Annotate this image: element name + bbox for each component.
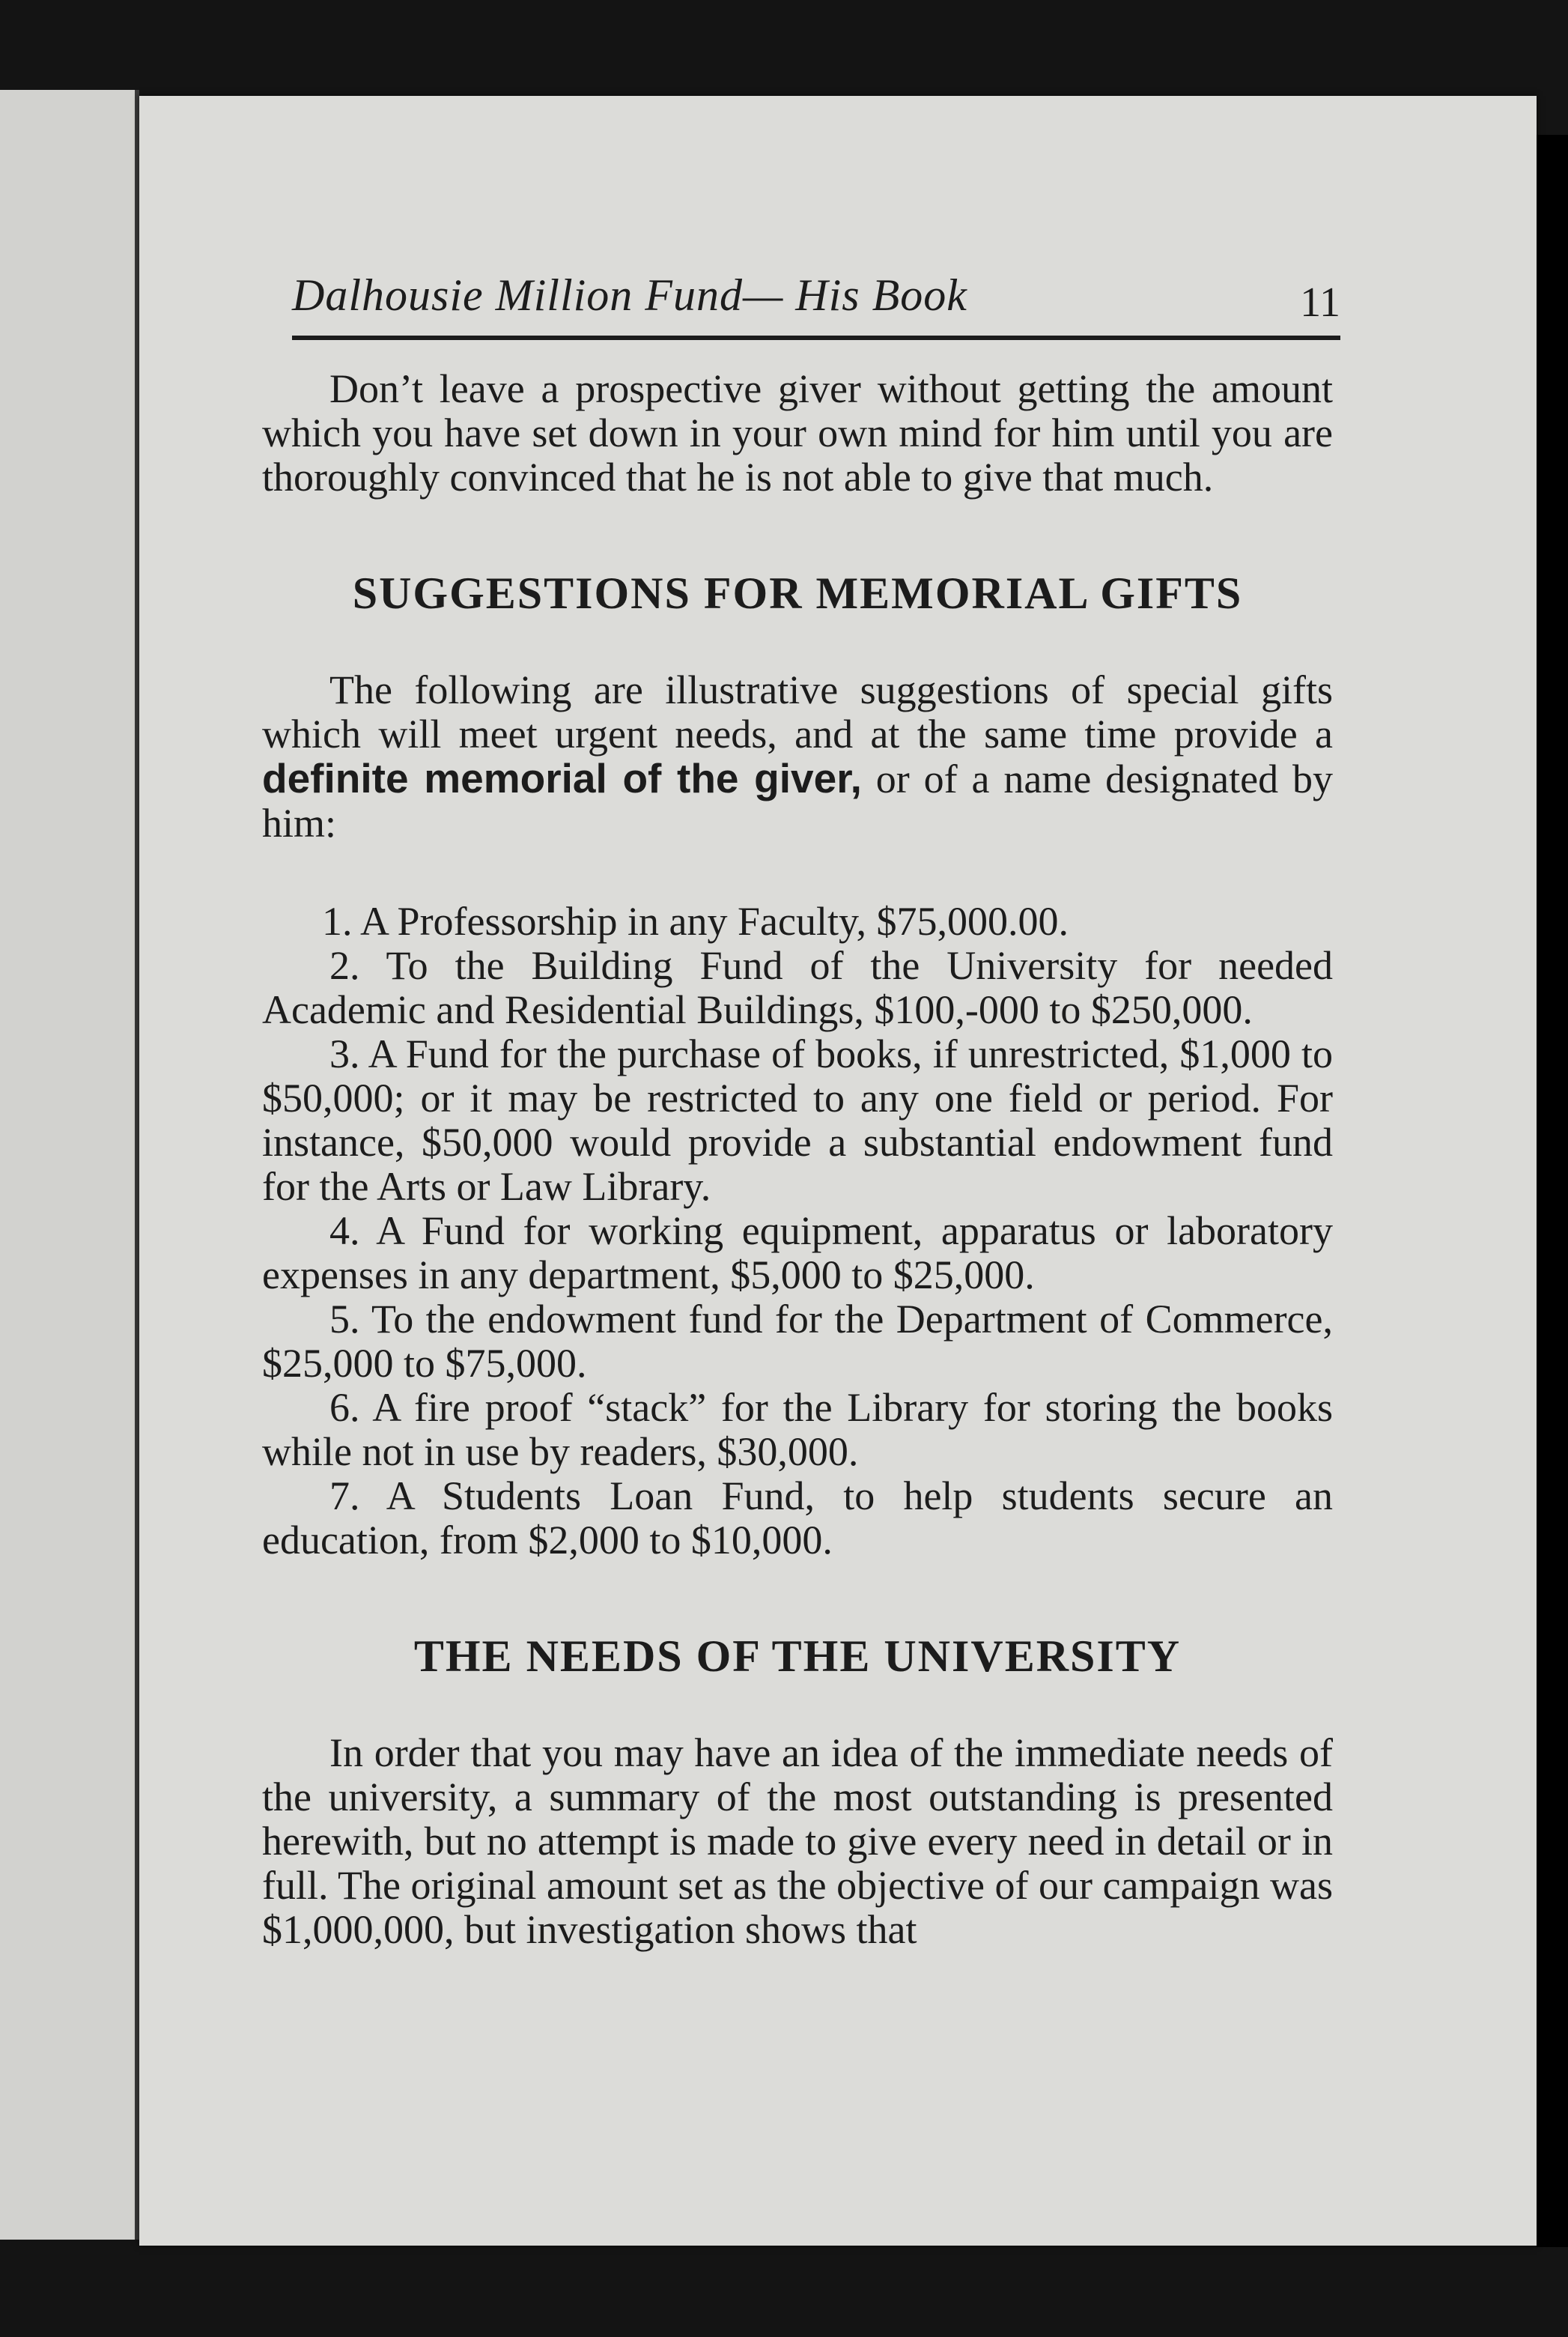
university-needs-heading: THE NEEDS OF THE UNIVERSITY [413, 1631, 1182, 1681]
lead-text-end: or of a name designated by him: [262, 757, 1333, 846]
memorial-gifts-heading: SUGGESTIONS FOR MEMORIAL GIFTS [352, 569, 1243, 618]
needs-paragraph: In order that you may have an idea of the immediate needs of the university, a summary of the most outstanding is presented herewith, but no attempt is made to give every need in detail or in full. The original amount set as the objective of our campaign was $1,000,000, but investigation shows that [262, 1730, 1333, 1952]
list-item: 3. A Fund for the purchase of books, if unrestricted, $1,000 to $50,000; or it may be restricted to any one field or period. For instance, $50,000 would provide a substantial endowment fund for the Arts or Law Library. [262, 1031, 1333, 1209]
list-item: 2. To the Building Fund of the University for needed Academic and Residential Buildings, $100,-000 to $250,000. [262, 943, 1333, 1032]
header-rule [292, 336, 1340, 340]
running-head [292, 270, 1340, 337]
list-item: 6. A fire proof “stack” for the Library for storing the books while not in use by readers, $30,000. [262, 1385, 1333, 1474]
lead-text: The following are illustrative suggestions of special gifts which will meet urgent needs, and at the same time provide a [262, 667, 1333, 757]
memorial-lead-paragraph [262, 668, 1333, 846]
lead-emphasis: definite memorial of the giver, [262, 755, 862, 801]
list-item: 1. A Professorship in any Faculty, $75,000.00. [322, 899, 1069, 944]
page-number: 11 [1300, 279, 1340, 326]
page-shadow [1537, 135, 1568, 2247]
page-body [262, 367, 1333, 1952]
list-item: 7. A Students Loan Fund, to help students secure an education, from $2,000 to $10,000. [262, 1473, 1333, 1562]
facing-page-edge [0, 90, 139, 2240]
memorial-gift-list [262, 900, 1333, 1562]
intro-paragraph: Don’t leave a prospective giver without getting the amount which you have set down in your own mind for him until you are thoroughly convinced that he is not able to give that much. [262, 366, 1333, 500]
running-title: Dalhousie Million Fund— His Book [292, 270, 967, 320]
list-item: 4. A Fund for working equipment, apparatus or laboratory expenses in any department, $5,000 to $25,000. [262, 1208, 1333, 1297]
list-item: 5. To the endowment fund for the Department of Commerce, $25,000 to $75,000. [262, 1297, 1333, 1386]
